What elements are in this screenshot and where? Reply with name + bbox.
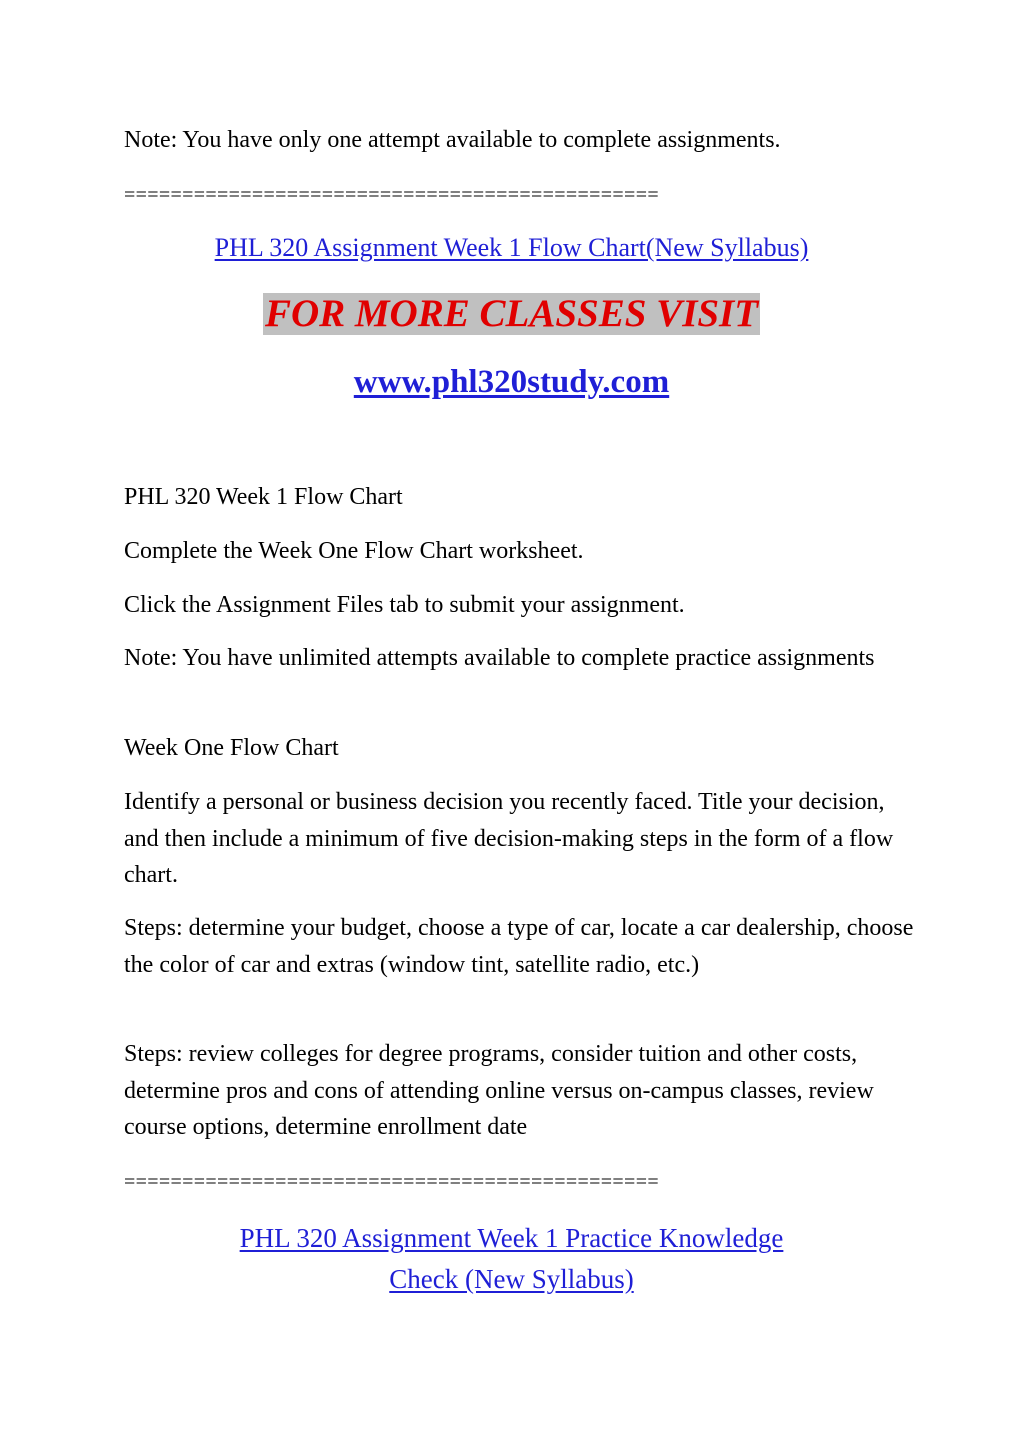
section-heading: PHL 320 Week 1 Flow Chart bbox=[124, 484, 403, 510]
separator-top: ============================================== bbox=[124, 184, 659, 206]
site-link-line bbox=[0, 362, 1023, 402]
note-unlimited-attempts: Note: You have unlimited attempts available to complete practice assignments bbox=[124, 645, 875, 671]
knowledge-check-link-line2[interactable]: Check (New Syllabus) bbox=[389, 1264, 634, 1294]
note-one-attempt: Note: You have only one attempt available to complete assignments. bbox=[124, 127, 781, 153]
worksheet-title: Week One Flow Chart bbox=[124, 735, 339, 761]
instruction-identify-decision: Identify a personal or business decision you recently faced. Title your decision, and then include a minimum of five decision-making steps in the form of a flow chart. bbox=[124, 789, 894, 888]
instruction-submit-assignment: Click the Assignment Files tab to submit your assignment. bbox=[124, 592, 685, 618]
more-classes-banner: FOR MORE CLASSES VISIT bbox=[264, 292, 759, 335]
knowledge-check-link-block bbox=[0, 1218, 1023, 1300]
knowledge-check-link-line1[interactable]: PHL 320 Assignment Week 1 Practice Knowledge bbox=[239, 1223, 784, 1253]
example-steps-car: Steps: determine your budget, choose a type of car, locate a car dealership, choose the color of car and extras (window tint, satellite radio, etc.) bbox=[124, 915, 914, 978]
flow-chart-link-line bbox=[0, 229, 1023, 267]
example-steps-college: Steps: review colleges for degree programs, consider tuition and other costs, determine pros and cons of attending online versus on-campus classes, review course options, determine enrollment date bbox=[124, 1041, 874, 1140]
flow-chart-assignment-link[interactable]: PHL 320 Assignment Week 1 Flow Chart(New Syllabus) bbox=[214, 233, 809, 262]
separator-bottom: ============================================== bbox=[124, 1171, 659, 1193]
site-url-link[interactable]: www.phl320study.com bbox=[353, 364, 670, 400]
instruction-complete-worksheet: Complete the Week One Flow Chart worksheet. bbox=[124, 538, 584, 564]
banner-row bbox=[0, 293, 1023, 335]
